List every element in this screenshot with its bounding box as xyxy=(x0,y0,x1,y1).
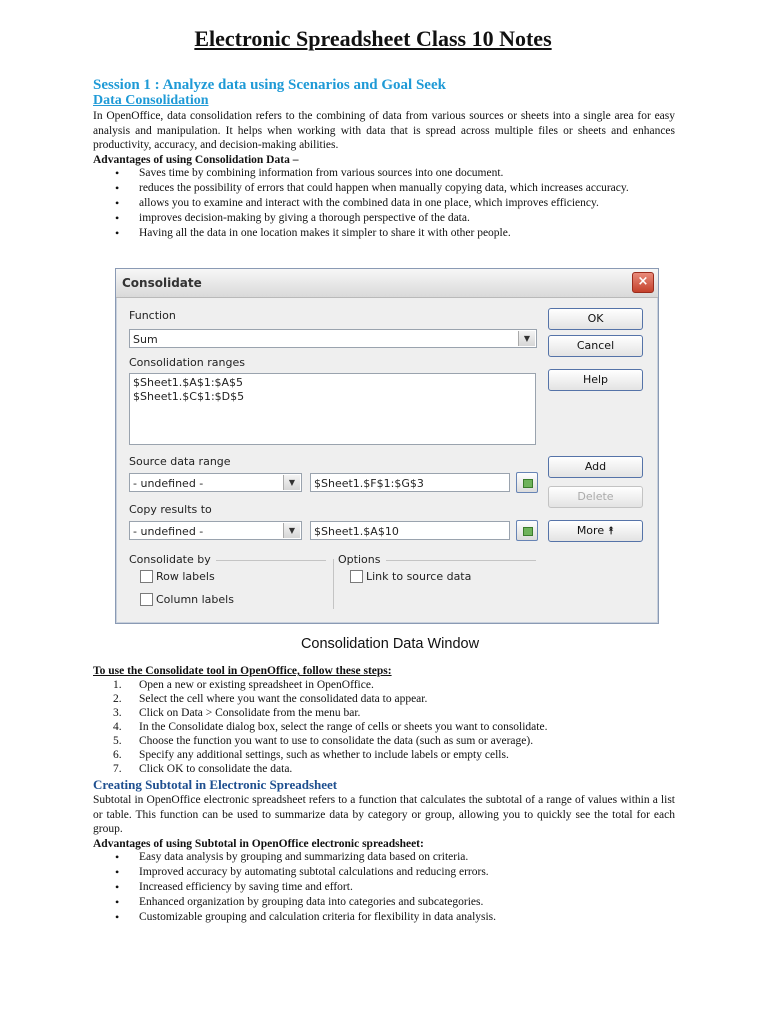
consolidation-paragraph: In OpenOffice, data consolidation refers to the combining of data from various sources or sheets into a single area for easy analysis and manipulation. It helps when working with data that is spread across multiple files or sheets and enhances productivity, accuracy, and decision-making abilities. xyxy=(93,110,675,151)
list-item xyxy=(93,734,675,748)
step-text: Select the cell where you want the consolidated data to appear. xyxy=(139,693,428,705)
subtotal-advantages-heading: Advantages of using Subtotal in OpenOffice electronic spreadsheet: xyxy=(93,837,424,850)
ranges-label: Consolidation ranges xyxy=(129,356,245,369)
list-item[interactable]: $Sheet1.$C$1:$D$5 xyxy=(133,390,245,403)
step-number: 5. xyxy=(113,735,122,747)
step-text: Click on Data > Consolidate from the menu bar. xyxy=(139,707,361,719)
list-item: • Saves time by combining information from various sources into one document. xyxy=(93,167,675,181)
column-labels-label: Column labels xyxy=(156,593,234,606)
column-labels-checkbox[interactable] xyxy=(140,593,153,606)
source-range-label: Source data range xyxy=(129,455,231,468)
source-select-value: - undefined - xyxy=(133,477,204,490)
step-number: 1. xyxy=(113,679,122,691)
step-text: Open a new or existing spreadsheet in OpenOffice. xyxy=(139,679,374,691)
consolidate-dialog xyxy=(115,268,659,624)
close-icon[interactable]: × xyxy=(632,272,654,293)
step-text: Click OK to consolidate the data. xyxy=(139,763,293,775)
list-item: • Increased efficiency by saving time and effort. xyxy=(93,881,675,895)
figure-caption: Consolidation Data Window xyxy=(300,636,480,652)
list-item: • allows you to examine and interact with the combined data in one place, which improves efficiency. xyxy=(93,197,675,211)
step-number: 3. xyxy=(113,707,122,719)
list-item: • improves decision-making by giving a thorough perspective of the data. xyxy=(93,212,675,226)
chevron-down-icon[interactable]: ▼ xyxy=(283,523,300,538)
dialog-titlebar xyxy=(116,269,658,298)
options-label: Options xyxy=(338,553,381,566)
list-item xyxy=(93,762,675,776)
source-range-input[interactable] xyxy=(310,473,510,492)
list-item: • Enhanced organization by grouping data into categories and subcategories. xyxy=(93,896,675,910)
shrink-icon[interactable] xyxy=(516,520,538,541)
steps-list xyxy=(93,678,675,776)
cancel-button[interactable]: Cancel xyxy=(548,335,643,357)
step-text: Choose the function you want to use to consolidate the data (such as sum or average). xyxy=(139,735,534,747)
step-number: 6. xyxy=(113,749,122,761)
list-item xyxy=(93,692,675,706)
session-heading: Session 1 : Analyze data using Scenarios and Goal Seek xyxy=(93,77,446,93)
subtotal-paragraph: Subtotal in OpenOffice electronic spreadsheet refers to a function that calculates the subtotal of a range of values within a list or table. This function can be used to summarize data by category or group, allowing you to quickly see the total for each group. xyxy=(93,794,675,835)
add-button[interactable]: Add xyxy=(548,456,643,478)
subtotal-advantages-list xyxy=(93,851,675,925)
data-consolidation-heading: Data Consolidation xyxy=(93,93,209,108)
list-item xyxy=(93,706,675,720)
advantages-heading: Advantages of using Consolidation Data – xyxy=(93,153,299,166)
copy-select-value: - undefined - xyxy=(133,525,204,538)
list-item: • Having all the data in one location makes it simpler to share it with other people. xyxy=(93,227,675,241)
dialog-title: Consolidate xyxy=(122,276,202,290)
link-source-label: Link to source data xyxy=(366,570,472,583)
list-item: • reduces the possibility of errors that could happen when manually copying data, which increases accuracy. xyxy=(93,182,675,196)
copy-results-select[interactable] xyxy=(129,521,302,540)
consolidate-by-label: Consolidate by xyxy=(129,553,211,566)
list-item xyxy=(93,720,675,734)
chevron-down-icon[interactable]: ▼ xyxy=(283,475,300,490)
options-divider xyxy=(333,559,334,609)
help-button[interactable]: Help xyxy=(548,369,643,391)
step-text: Specify any additional settings, such as whether to include labels or empty cells. xyxy=(139,749,509,761)
page-title: Electronic Spreadsheet Class 10 Notes xyxy=(194,26,552,51)
list-item xyxy=(93,748,675,762)
steps-heading: To use the Consolidate tool in OpenOffice, follow these steps: xyxy=(93,665,392,677)
delete-button[interactable]: Delete xyxy=(548,486,643,508)
chevron-down-icon[interactable]: ▼ xyxy=(518,331,535,346)
source-range-value: $Sheet1.$F$1:$G$3 xyxy=(314,477,424,490)
document-lower xyxy=(93,664,675,926)
list-item: • Easy data analysis by grouping and summarizing data based on criteria. xyxy=(93,851,675,865)
ok-button[interactable]: OK xyxy=(548,308,643,330)
source-range-select[interactable] xyxy=(129,473,302,492)
copy-results-input[interactable] xyxy=(310,521,510,540)
step-number: 2. xyxy=(113,693,122,705)
list-item: • Customizable grouping and calculation criteria for flexibility in data analysis. xyxy=(93,911,675,925)
list-item: • Improved accuracy by automating subtotal calculations and reducing errors. xyxy=(93,866,675,880)
function-select[interactable] xyxy=(129,329,537,348)
shrink-icon[interactable] xyxy=(516,472,538,493)
subtotal-heading: Creating Subtotal in Electronic Spreadsheet xyxy=(93,777,338,792)
document-upper xyxy=(93,24,675,242)
consolidation-ranges-list[interactable] xyxy=(129,373,536,445)
group-divider xyxy=(386,560,536,561)
copy-results-value: $Sheet1.$A$10 xyxy=(314,525,399,538)
copy-results-label: Copy results to xyxy=(129,503,212,516)
row-labels-label: Row labels xyxy=(156,570,215,583)
link-source-checkbox[interactable] xyxy=(350,570,363,583)
step-text: In the Consolidate dialog box, select the range of cells or sheets you want to consolidate. xyxy=(139,721,548,733)
more-button[interactable]: More ⯭ xyxy=(548,520,643,542)
list-item[interactable]: $Sheet1.$A$1:$A$5 xyxy=(133,376,244,389)
advantages-list xyxy=(93,167,675,241)
step-number: 7. xyxy=(113,763,122,775)
step-number: 4. xyxy=(113,721,122,733)
function-label: Function xyxy=(129,309,176,322)
function-value: Sum xyxy=(133,333,158,346)
row-labels-checkbox[interactable] xyxy=(140,570,153,583)
list-item xyxy=(93,678,675,692)
group-divider xyxy=(216,560,326,561)
